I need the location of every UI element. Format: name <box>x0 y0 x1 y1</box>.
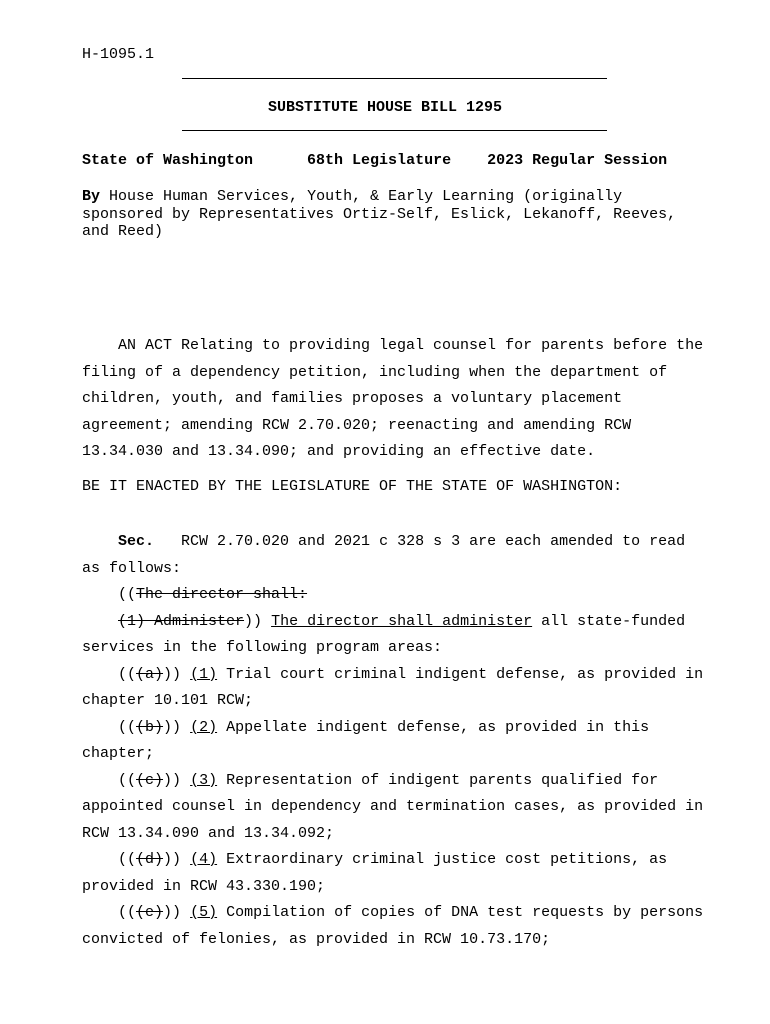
inserted-text: (1) <box>190 665 218 683</box>
list-item: (((c))) (3) Representation of indigent parents qualified for appointed counsel in dependency and termination cases, as provided in RCW 13.34.090 and 13.34.092; <box>82 771 704 842</box>
title-rule-bottom <box>182 130 607 131</box>
title-rule-top <box>182 78 607 79</box>
list-item: (((e))) (5) Compilation of copies of DNA test requests by persons convicted of felonies, as provided in RCW 10.73.170; <box>82 904 704 948</box>
deleted-text: (b) <box>136 718 164 736</box>
deleted-text: (a) <box>136 665 164 683</box>
by-label: By <box>82 188 101 205</box>
act-title: AN ACT Relating to providing legal counsel for parents before the filing of a dependency petition, including when the department of children, youth, and families proposes a voluntary placement agreement; amending RCW 2.70.020; reenacting and amending RCW 13.34.030 and 13.34.090; and providing an effective date. <box>82 337 704 460</box>
sponsor-text: House Human Services, Youth, & Early Learning (originally sponsored by Representatives Ortiz-Self, Eslick, Lekanoff, Reeves, and Reed) <box>82 188 677 240</box>
section-intro-text: RCW 2.70.020 and 2021 c 328 s 3 are each amended to read as follows: <box>82 533 686 577</box>
inserted-text: (5) <box>190 904 218 921</box>
enacting-clause: BE IT ENACTED BY THE LEGISLATURE OF THE STATE OF WASHINGTON: <box>82 478 623 495</box>
deleted-text: (1) Administer <box>118 612 245 630</box>
sponsor-block <box>82 188 692 241</box>
deleted-director-line: ((The director shall: <box>118 586 308 603</box>
administer-paragraph: (1) Administer)) The director shall administer all state-funded services in the following program areas: <box>82 612 686 656</box>
list-item: (((a))) (1) Trial court criminal indigent defense, as provided in chapter 10.101 RCW; <box>82 665 704 709</box>
inserted-text: The director shall administer <box>271 612 533 630</box>
sec-label: Sec. <box>118 533 155 550</box>
list-item: (((d))) (4) Extraordinary criminal justice cost petitions, as provided in RCW 43.330.190; <box>82 851 668 895</box>
document-code: H-1095.1 <box>82 46 155 63</box>
section-intro <box>82 529 712 582</box>
section-body <box>82 529 712 953</box>
bill-title: SUBSTITUTE HOUSE BILL 1295 <box>267 99 503 116</box>
inserted-text: (3) <box>190 771 218 789</box>
session-line <box>82 152 667 169</box>
deleted-text: The director shall: <box>136 586 308 603</box>
inserted-text: (2) <box>190 718 218 736</box>
deleted-text: (d) <box>136 851 164 868</box>
legislature: 68th Legislature <box>307 152 452 169</box>
deleted-text: (c) <box>136 771 164 789</box>
inserted-text: (4) <box>190 851 218 868</box>
state-name: State of Washington <box>82 152 254 169</box>
deleted-text: (e) <box>136 904 164 921</box>
list-item: (((b))) (2) Appellate indigent defense, as provided in this chapter; <box>82 718 650 762</box>
session-name: 2023 Regular Session <box>487 152 668 169</box>
